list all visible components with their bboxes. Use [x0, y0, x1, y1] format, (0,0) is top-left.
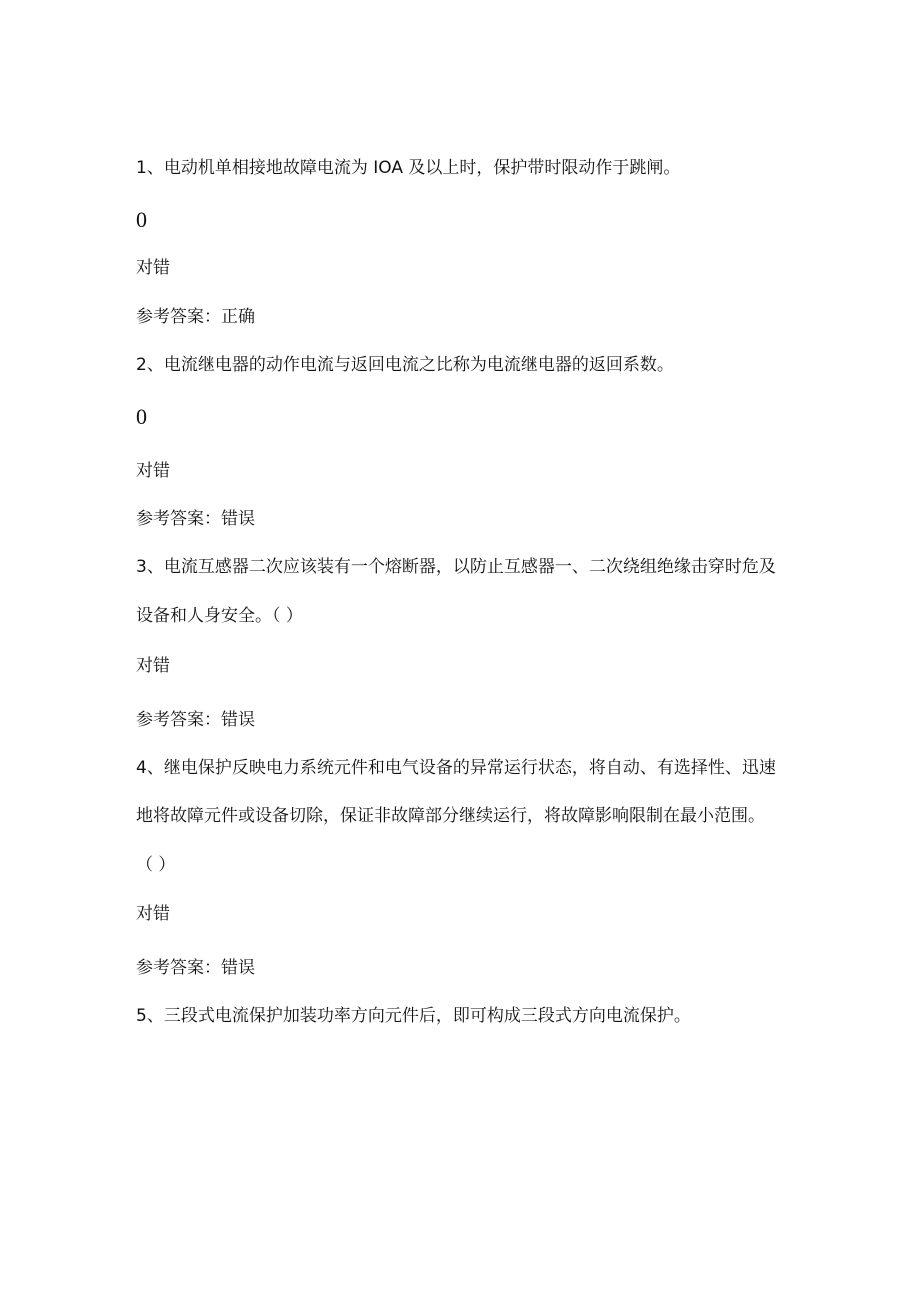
question-number: 4、 — [136, 758, 164, 778]
question-4-text-line-2: 地将故障元件或设备切除，保证非故障部分继续运行，将故障影响限制在最小范围。 — [136, 806, 765, 826]
question-4-text-line-3: （ ） — [136, 855, 176, 875]
question-2-paren: 0 — [136, 404, 147, 429]
question-number: 2、 — [136, 355, 164, 375]
question-stem: 三段式电流保护加装功率方向元件后，即可构成三段式方向电流保护。 — [163, 1006, 691, 1026]
answer-value: 错误 — [221, 509, 255, 529]
question-1-answer — [136, 305, 255, 329]
question-2-options: 对错 — [136, 461, 170, 481]
answer-value: 正确 — [221, 307, 255, 327]
question-3-text-line-2: 设备和人身安全。（ ） — [136, 606, 303, 626]
answer-label: 参考答案： — [136, 958, 221, 978]
question-number: 1、 — [136, 158, 164, 178]
answer-label: 参考答案： — [136, 710, 221, 730]
question-3-options: 对错 — [136, 656, 170, 676]
question-1-paren: 0 — [136, 207, 147, 232]
question-4-answer — [136, 956, 255, 980]
answer-value: 错误 — [221, 710, 255, 730]
answer-label: 参考答案： — [136, 509, 221, 529]
question-4-options: 对错 — [136, 904, 170, 924]
question-2-answer — [136, 507, 255, 531]
question-stem: 电流互感器二次应该装有一个熔断器，以防止互感器一、二次绕组绝缘击穿时危及 — [163, 557, 776, 577]
question-3-answer — [136, 708, 255, 732]
question-number: 5、 — [136, 1006, 164, 1026]
question-stem: 继电保护反映电力系统元件和电气设备的异常运行状态，将自动、有选择性、迅速 — [163, 758, 776, 778]
question-1-options: 对错 — [136, 258, 170, 278]
question-5-text — [136, 1004, 691, 1028]
question-number: 3、 — [136, 557, 164, 577]
question-stem: 电流继电器的动作电流与返回电流之比称为电流继电器的返回系数。 — [163, 355, 674, 375]
question-stem: 电动机单相接地故障电流为 IOA 及以上时，保护带时限动作于跳闸。 — [163, 158, 681, 178]
answer-value: 错误 — [221, 958, 255, 978]
question-2-text — [136, 353, 674, 377]
question-4-text-line-1 — [136, 756, 776, 780]
question-1-text — [136, 156, 680, 180]
answer-label: 参考答案： — [136, 307, 221, 327]
question-3-text-line-1 — [136, 555, 776, 579]
